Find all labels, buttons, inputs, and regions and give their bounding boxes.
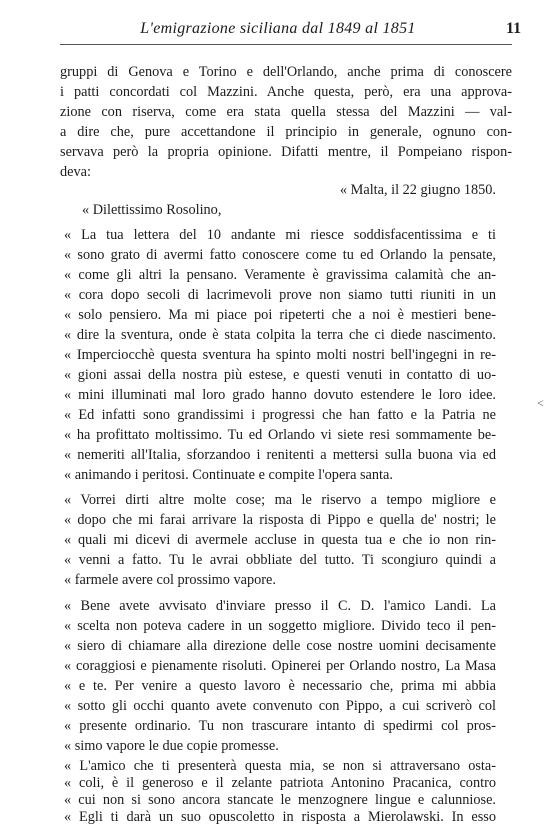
text-line: « cui non si sono ancora stancate le menzognere lingue e calunniose. bbox=[64, 792, 496, 808]
text-line: « Bene avete avvisato d'inviare presso il C. D. l'amico Landi. La bbox=[64, 598, 496, 614]
running-header: L'emigrazione siciliana dal 1849 al 1851 bbox=[140, 20, 416, 37]
text-line: « La tua lettera del 10 andante mi riesce soddisfacentissima e ti bbox=[64, 227, 496, 243]
text-line: « animando i peritosi. Continuate e compite l'opera santa. bbox=[64, 467, 393, 483]
text-line: gruppi di Genova e Torino e dell'Orlando, anche prima di conoscere bbox=[60, 64, 512, 80]
text-line: « siero di chiamare alla direzione delle cose nostre uomini decisamente bbox=[64, 638, 496, 654]
text-line: « L'amico che ti presenterà questa mia, se non si attraversano osta- bbox=[64, 758, 496, 774]
text-line: « Vorrei dirti altre molte cose; ma le riservo a tempo migliore e bbox=[64, 492, 496, 508]
text-line: « dire la sventura, onde è stata colpita la terra che ci diede nascimento. bbox=[64, 327, 496, 343]
text-line: i patti concordati col Mazzini. Anche questa, però, era una approva- bbox=[60, 84, 512, 100]
text-line: « quali mi dicevi di avermele accluse in questa tua e che io non rin- bbox=[64, 532, 496, 548]
text-line: « dopo che mi farai arrivare la risposta di Pippo e quella de' nostri; le bbox=[64, 512, 496, 528]
text-line: « scelta non poteva cadere in un soggetto migliore. Divido teco il pen- bbox=[64, 618, 496, 634]
text-line: deva: bbox=[60, 164, 91, 180]
text-line: « Imperciocchè questa sventura ha spinto molti nostri bell'ingegni in re- bbox=[64, 347, 496, 363]
text-line: servava però la propria opinione. Difatti mentre, il Pompeiano rispon- bbox=[60, 144, 512, 160]
text-line: « nemeriti all'Italia, sforzandoo i renitenti a mettersi sulla buona via ed bbox=[64, 447, 496, 463]
text-line: « simo vapore le due copie promesse. bbox=[64, 738, 279, 754]
dateline: « Malta, il 22 giugno 1850. bbox=[339, 182, 496, 198]
text-line: « Ed infatti sono grandissimi i progressi che han fatto e la Patria ne bbox=[64, 407, 496, 423]
salutation: « Dilettissimo Rosolino, bbox=[82, 202, 222, 218]
text-line: « solo pensiero. Ma mi piace poi ripeterti che a noi è mestieri bene- bbox=[64, 307, 496, 323]
header-rule bbox=[60, 44, 512, 45]
text-line: « come gli altri la pensano. Veramente è gravissima calamità che an- bbox=[64, 267, 496, 283]
text-line: « gioni assai della nostra più estese, e questi venuti in contatto di uo- bbox=[64, 367, 496, 383]
text-line: « coraggiosi e pienamente risoluti. Opinerei per Orlando nostro, La Masa bbox=[64, 658, 496, 674]
text-line: « mini illuminati mal loro grado hanno dovuto estendere le loro idee. bbox=[64, 387, 496, 403]
text-line: « sotto gli occhi quanto avete convenuto con Pippo, a cui scriverò col bbox=[64, 698, 496, 714]
text-line: « venni a fatto. Tu le avrai obbliate del tutto. Ti scongiuro quindi a bbox=[64, 552, 496, 568]
text-line: « sono grato di avermi fatto conoscere come tu ed Orlando la pensate, bbox=[64, 247, 496, 263]
text-line: « presente ordinario. Tu non trascurare intanto di spedirmi col pros- bbox=[64, 718, 496, 734]
text-line: « cora dopo secoli di lacrimevoli prove non siamo tutti riuniti in un bbox=[64, 287, 496, 303]
text-line: « farmele avere col prossimo vapore. bbox=[64, 572, 276, 588]
text-line: « ha profittato moltissimo. Tu ed Orlando vi siete resi sommamente be- bbox=[64, 427, 496, 443]
text-line: a dire che, pure accettandone il principio in generale, ognuno con- bbox=[60, 124, 512, 140]
text-line: « coli, è il generoso e il zelante patriota Antonino Pracanica, contro bbox=[64, 775, 496, 791]
page-number: 11 bbox=[506, 20, 522, 37]
text-line: « Egli ti darà un suo opuscoletto in risposta a Mierolawski. In esso bbox=[64, 809, 496, 825]
text-line: zione con riserva, come era stata quella stessa del Mazzini — val- bbox=[60, 104, 512, 120]
text-line: « e te. Per venire a questo lavoro è necessario che, prima mi abbia bbox=[64, 678, 496, 694]
margin-mark: < bbox=[537, 396, 544, 410]
